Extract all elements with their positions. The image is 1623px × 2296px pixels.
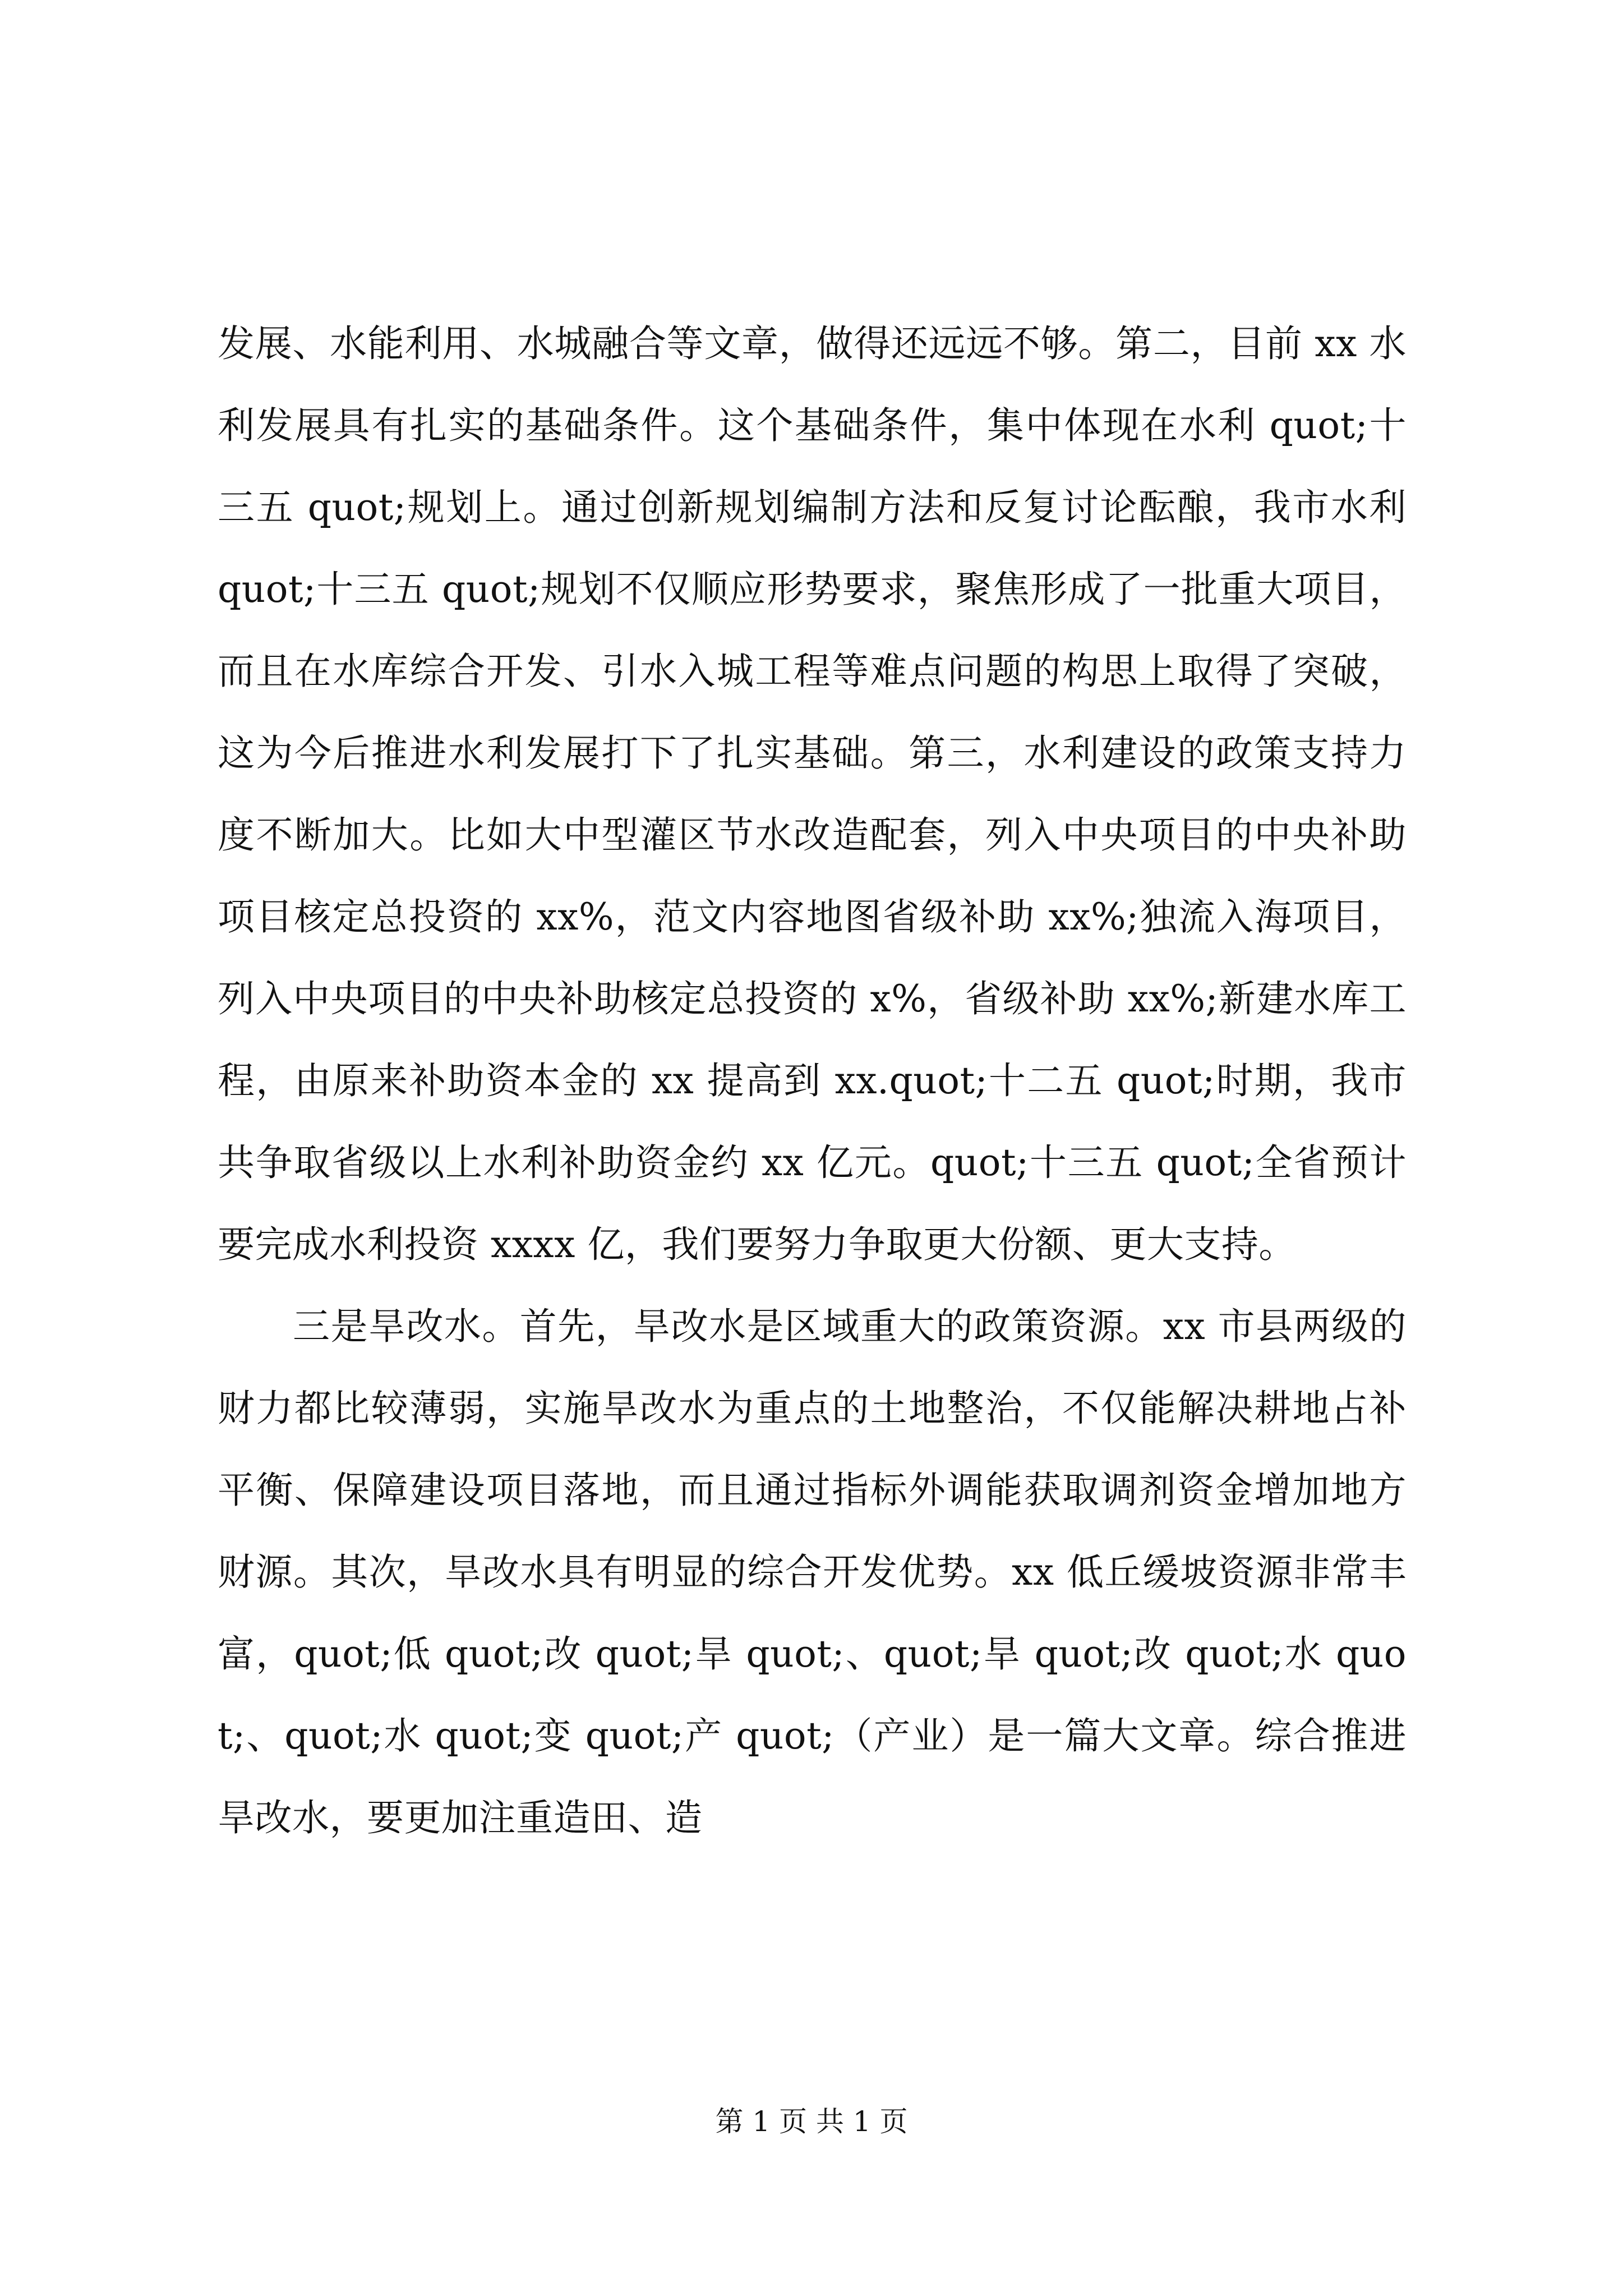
paragraph-2: 三是旱改水。首先，旱改水是区域重大的政策资源。xx 市县两级的财力都比较薄弱，实施旱改水为重点的土地整治，不仅能解决耕地占补平衡、保障建设项目落地，而且通过指标外调能获取调剂资金增加地方财源。其次，旱改水具有明显的综合开发优势。xx 低丘缓坡资源非常丰富，quot;低 quot;改 quot;旱 quot;、quot;旱 quot;改 quot;水 quot;、quot;水 quot;变 quot;产 quot;（产业）是一篇大文章。综合推进旱改水，要更加注重造田、造	[218, 1305, 1407, 1839]
paragraph-1: 发展、水能利用、水城融合等文章，做得还远远不够。第二，目前 xx 水利发展具有扎实的基础条件。这个基础条件，集中体现在水利 quot;十三五 quot;规划上。通过创新规划编制方法和反复讨论酝酿，我市水利 quot;十三五 quot;规划不仅顺应形势要求，聚焦形成了一批重大项目，而且在水库综合开发、引水入城工程等难点问题的构思上取得了突破，这为今后推进水利发展打下了扎实基础。第三，水利建设的政策支持力度不断加大。比如大中型灌区节水改造配套，列入中央项目的中央补助项目核定总投资的 xx%，范文内容地图省级补助 xx%;独流入海项目，列入中央项目的中央补助核定总投资的 x%，省级补助 xx%;新建水库工程，由原来补助资本金的 xx 提高到 xx.quot;十二五 quot;时期，我市共争取省级以上水利补助资金约 xx 亿元。quot;十三五 quot;全省预计要完成水利投资 xxxx 亿，我们要努力争取更大份额、更大支持。	[218, 322, 1407, 1266]
page-footer: 第 1 页 共 1 页	[715, 2105, 908, 2138]
document-body	[218, 303, 1407, 1859]
